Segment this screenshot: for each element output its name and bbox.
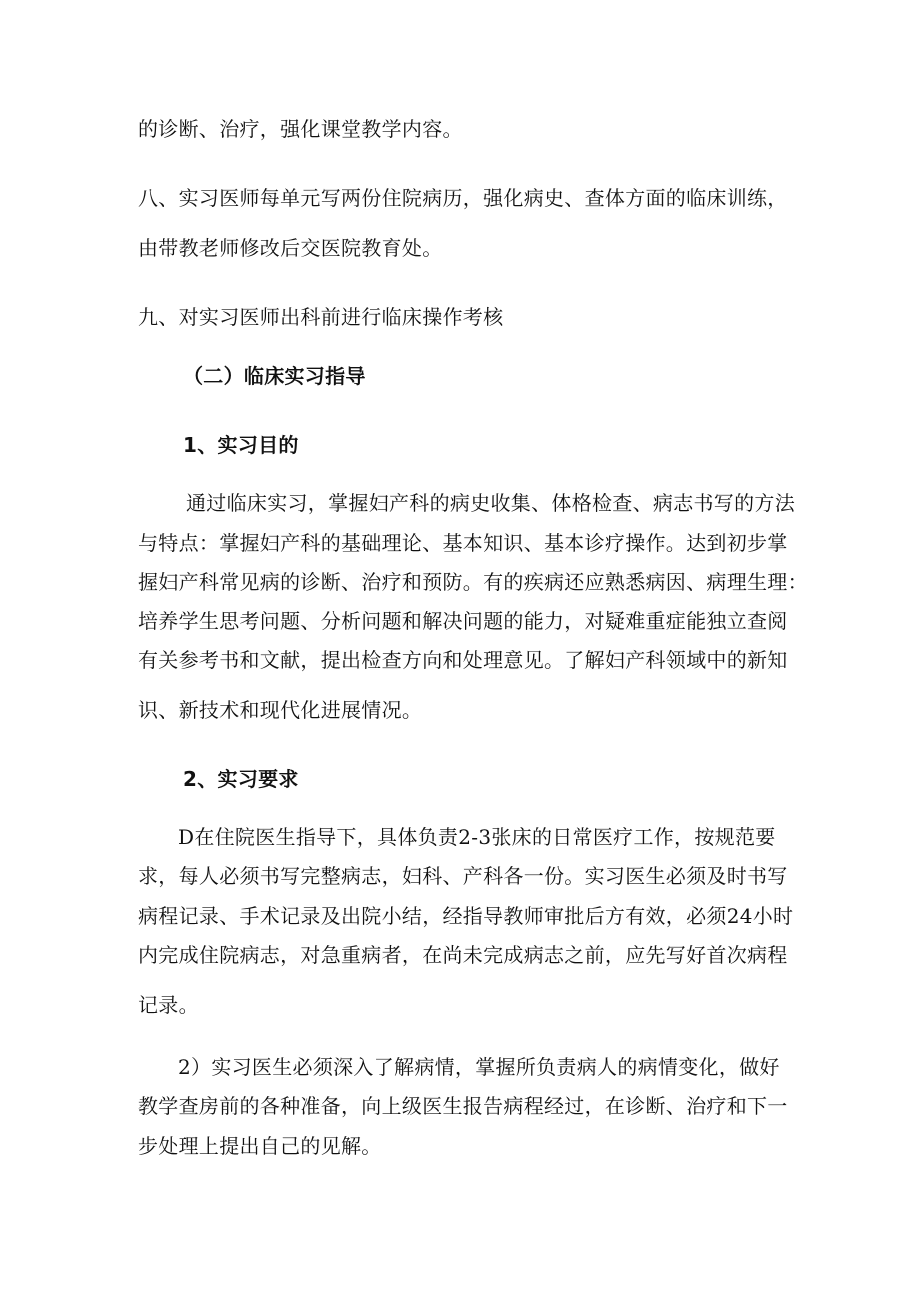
paragraph-line: 求，每人必须书写完整病志，妇科、产科各一份。实习医生必须及时书写 <box>138 864 788 888</box>
paragraph-line: 教学查房前的各种准备，向上级医生报告病程经过，在诊断、治疗和下一 <box>138 1094 788 1118</box>
paragraph-line: 内完成住院病志，对急重病者，在尚未完成病志之前，应先写好首次病程 <box>138 943 788 967</box>
paragraph-line: D在住院医生指导下，具体负责2-3张床的日常医疗工作，按规范要 <box>178 825 776 849</box>
paragraph-line: 病程记录、手术记录及出院小结，经指导教师审批后方有效，必须24小时 <box>138 904 794 928</box>
paragraph-line: 通过临床实习，掌握妇产科的病史收集、体格检查、病志书写的方法 <box>186 491 795 515</box>
section-title: （二）临床实习指导 <box>183 364 366 388</box>
text-line: 八、实习医师每单元写两份住院病历，强化病史、查体方面的临床训练， <box>138 186 788 210</box>
subsection-title-requirements: 2、实习要求 <box>183 767 299 791</box>
paragraph-line: 培养学生思考问题、分析问题和解决问题的能力，对疑难重症能独立查阅 <box>138 609 788 633</box>
paragraph-line: 2）实习医生必须深入了解病情，掌握所负责病人的病情变化，做好 <box>178 1055 780 1079</box>
subsection-title-purpose: 1、实习目的 <box>183 433 299 457</box>
paragraph-line: 记录。 <box>138 993 199 1017</box>
text-line: 由带教老师修改后交医院教育处。 <box>138 236 443 260</box>
paragraph-line: 有关参考书和文献，提出检查方向和处理意见。了解妇产科领域中的新知 <box>138 648 788 672</box>
paragraph-line: 识、新技术和现代化进展情况。 <box>138 698 423 722</box>
text-line: 九、对实习医师出科前进行临床操作考核 <box>138 305 504 329</box>
paragraph-line: 握妇产科常见病的诊断、治疗和预防。有的疾病还应熟悉病因、病理生理： <box>138 570 808 594</box>
text-line: 的诊断、治疗，强化课堂教学内容。 <box>138 117 463 141</box>
paragraph-line: 与特点：掌握妇产科的基础理论、基本知识、基本诊疗操作。达到初步掌 <box>138 531 788 555</box>
paragraph-line: 步处理上提出自己的见解。 <box>138 1134 382 1158</box>
